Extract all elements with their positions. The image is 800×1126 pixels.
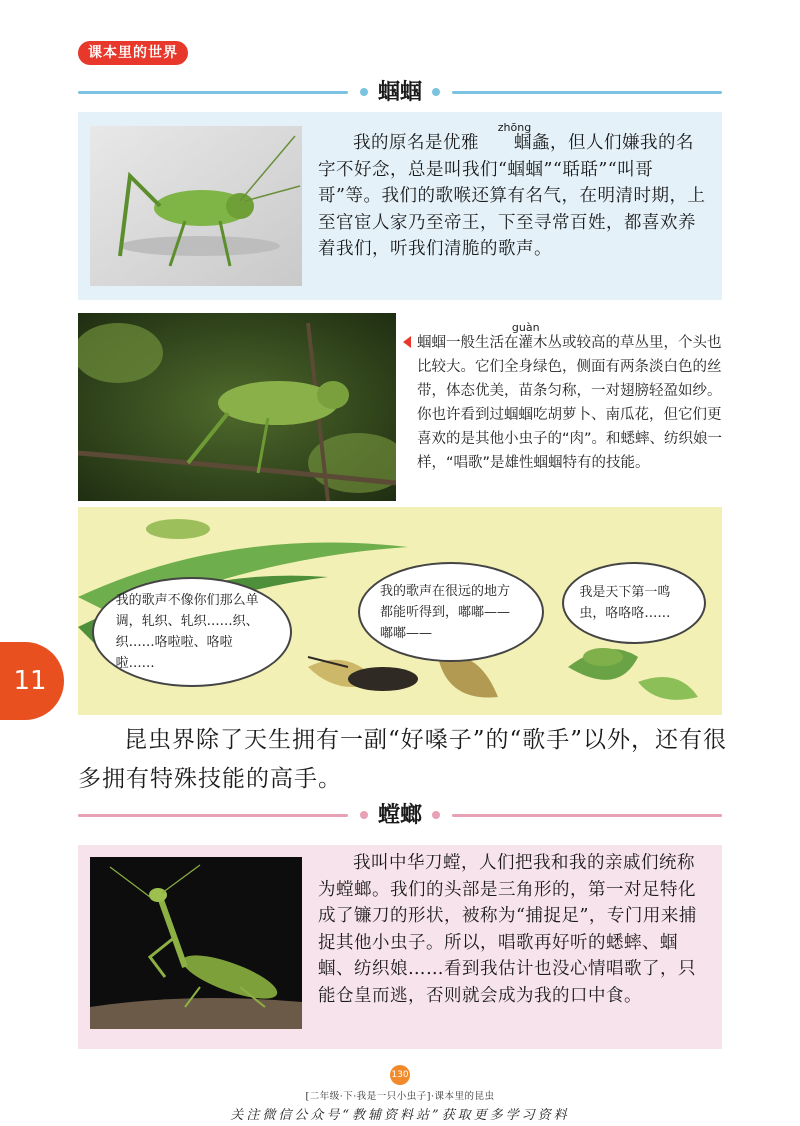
speech-bubble-1: 我的歌声不像你们那么单调，轧织、轧织……织、织……咯啦啦、咯啦啦…… [92, 577, 292, 687]
mantis-photo [90, 857, 302, 1029]
header-rule-right [452, 814, 722, 817]
series-badge: 课本里的世界 [78, 41, 188, 65]
main-paragraph: 昆虫界除了天生拥有一副“好嗓子”的“歌手”以外，还有很多拥有特殊技能的高手。 [78, 727, 728, 792]
katydid-photo-1 [90, 126, 302, 286]
header-rule-right [452, 91, 722, 94]
section-title-katydid: 蝈蝈 [377, 79, 422, 105]
katydid-intro-text: 我的原名是优雅 zhōng 蝈螽，但人们嫌我的名字不好念，总是叫我们“蝈蝈”“聒聒”“叫哥哥”等。我们的歌喉还算有名气，在明清时期，上至官宦人家乃至帝王，下至寻常百姓，都喜欢养着我们，听我们清脆的歌声。 [318, 121, 706, 259]
footer-course-label: [二年级·下·我是一只小虫子]·课本里的昆虫 [305, 1091, 495, 1102]
footer-watermark: 关注微信公众号“教辅资料站”获取更多学习资料 [230, 1108, 570, 1123]
mantis-intro-text: 我叫中华刀螳，人们把我和我的亲戚们统称为螳螂。我们的头部是三角形的，第一对足特化成了镰刀的形状，被称为“捕捉足”，专门用来捕捉其他小虫子。所以，唱歌再好听的蟋蟀、蝈蝈、纺织娘……看到我估计也没心情唱歌了，只能仓皇而逃，否则就会成为我的口中食。 [318, 853, 697, 1006]
section-header-mantis [78, 802, 722, 828]
section-header-katydid [78, 79, 722, 105]
katydid-photo-2 [78, 313, 396, 501]
ruby-annotation: guàn 灌 [511, 321, 540, 351]
katydid-caption: 蝈蝈一般生活在 guàn 灌木丛或较高的草丛里，个头也比较大。它们全身绿色，侧面有两条淡白色的丝带，体态优美，苗条匀称，一对翅膀轻盈如纱。你也许看到过蝈蝈吃胡萝卜、南瓜花，但它们更喜欢的是其他小虫子的“肉”。和蟋蟀、纺织娘一样，“唱歌”是雄性蝈蝈特有的技能。 [417, 331, 723, 475]
header-dot-right [432, 811, 440, 819]
insect-illustration [78, 507, 722, 715]
side-tab: 11 [0, 642, 64, 720]
ruby-annotation: zhōng 蝈螽 [497, 121, 550, 153]
caption-pointer-icon [403, 336, 411, 348]
header-dot-right [432, 88, 440, 96]
speech-bubble-3: 我是天下第一鸣虫，咯咯咯…… [562, 562, 706, 644]
speech-bubble-2: 我的歌声在很远的地方都能听得到，嘟嘟——嘟嘟—— [358, 562, 544, 662]
page-number: 130 [390, 1065, 410, 1085]
section-title-mantis: 螳螂 [377, 802, 422, 828]
